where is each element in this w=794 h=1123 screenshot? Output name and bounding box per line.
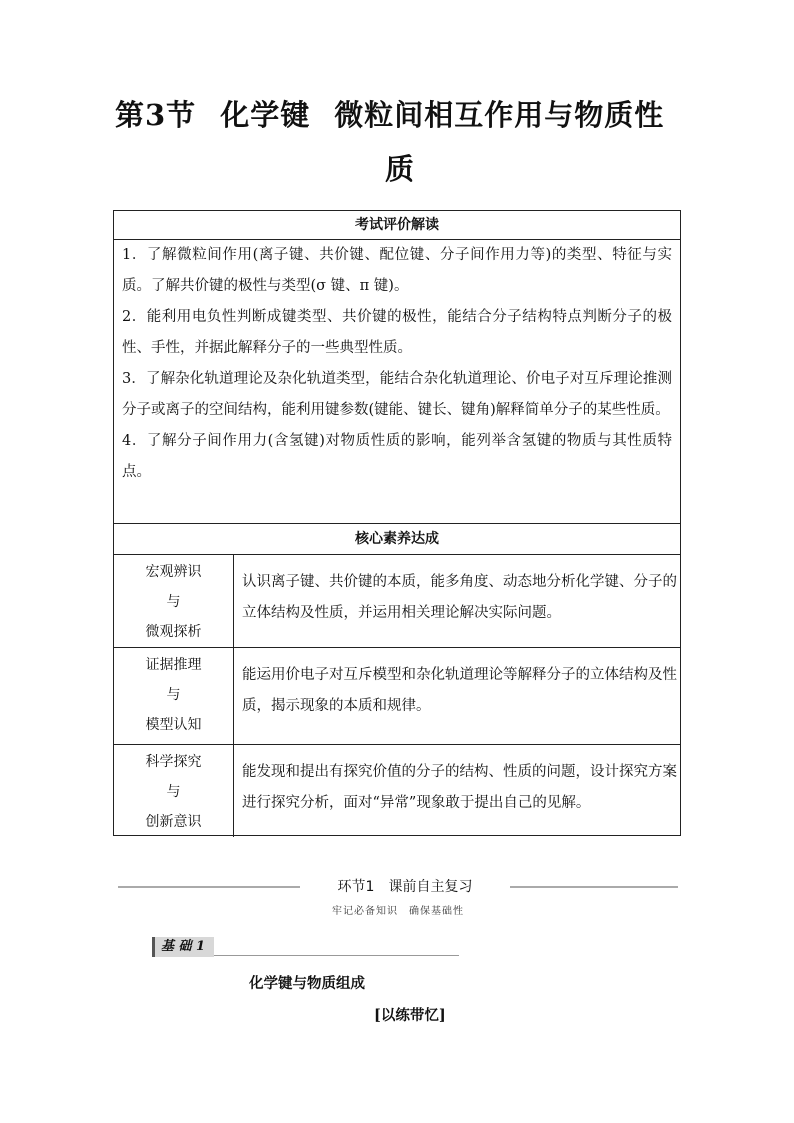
core-row-text: 能运用价电子对互斥模型和杂化轨道理论等解释分子的立体结构及性质，揭示现象的本质和规律。 [242,667,677,714]
page-title [115,92,685,192]
topic-heading: 化学键与物质组成 [249,975,365,992]
practice-label: [以练带忆] [374,1007,446,1024]
title-part: 微粒间相互作用与物质性 [334,98,665,132]
core-row-label: 宏观辨识 与 微观探析 [114,555,234,647]
divider [498,886,678,888]
title-section-number: 第3节 [115,98,197,132]
exam-item: 1．了解微粒间作用(离子键、共价键、配位键、分子间作用力等)的类型、特征与实质。了解共价键的极性与类型(σ 键、π 键)。 [122,247,672,294]
title-continuation: 质 [384,152,415,186]
section-subtitle: 牢记必备知识 确保基础性 [332,906,464,917]
core-row-text: 认识离子键、共价键的本质，能多角度、动态地分析化学键、分子的立体结构及性质，并运用相关理论解决实际问题。 [242,574,677,621]
core-row [114,648,680,745]
objectives-table [113,210,681,836]
exam-header: 考试评价解读 [114,211,680,240]
exam-item: 4．了解分子间作用力(含氢键)对物质性质的影响，能列举含氢键的物质与其性质特点。 [122,433,672,480]
exam-list [114,240,680,524]
section-banner [118,876,678,916]
divider [118,886,308,888]
exam-item: 2．能利用电负性判断成键类型、共价键的极性，能结合分子结构特点判断分子的极性、手性，并据此解释分子的一些典型性质。 [122,309,672,356]
core-header: 核心素养达成 [114,524,680,555]
exam-item: 3．了解杂化轨道理论及杂化轨道类型，能结合杂化轨道理论、价电子对互斥理论推测分子或离子的空间结构，能利用键参数(键能、键长、键角)解释简单分子的某些性质。 [122,371,672,418]
basis-badge: 基 础 1 [152,937,214,957]
core-row-label: 证据推理 与 模型认知 [114,648,234,744]
core-row [114,745,680,837]
title-part: 化学键 [220,98,311,132]
core-row-text: 能发现和提出有探究价值的分子的结构、性质的问题，设计探究方案进行探究分析，面对“异常”现象敢于提出自己的见解。 [242,764,677,811]
section-label: 环节1 课前自主复习 [300,876,510,898]
core-row [114,555,680,648]
core-row-label: 科学探究 与 创新意识 [114,745,234,837]
divider [214,955,459,956]
